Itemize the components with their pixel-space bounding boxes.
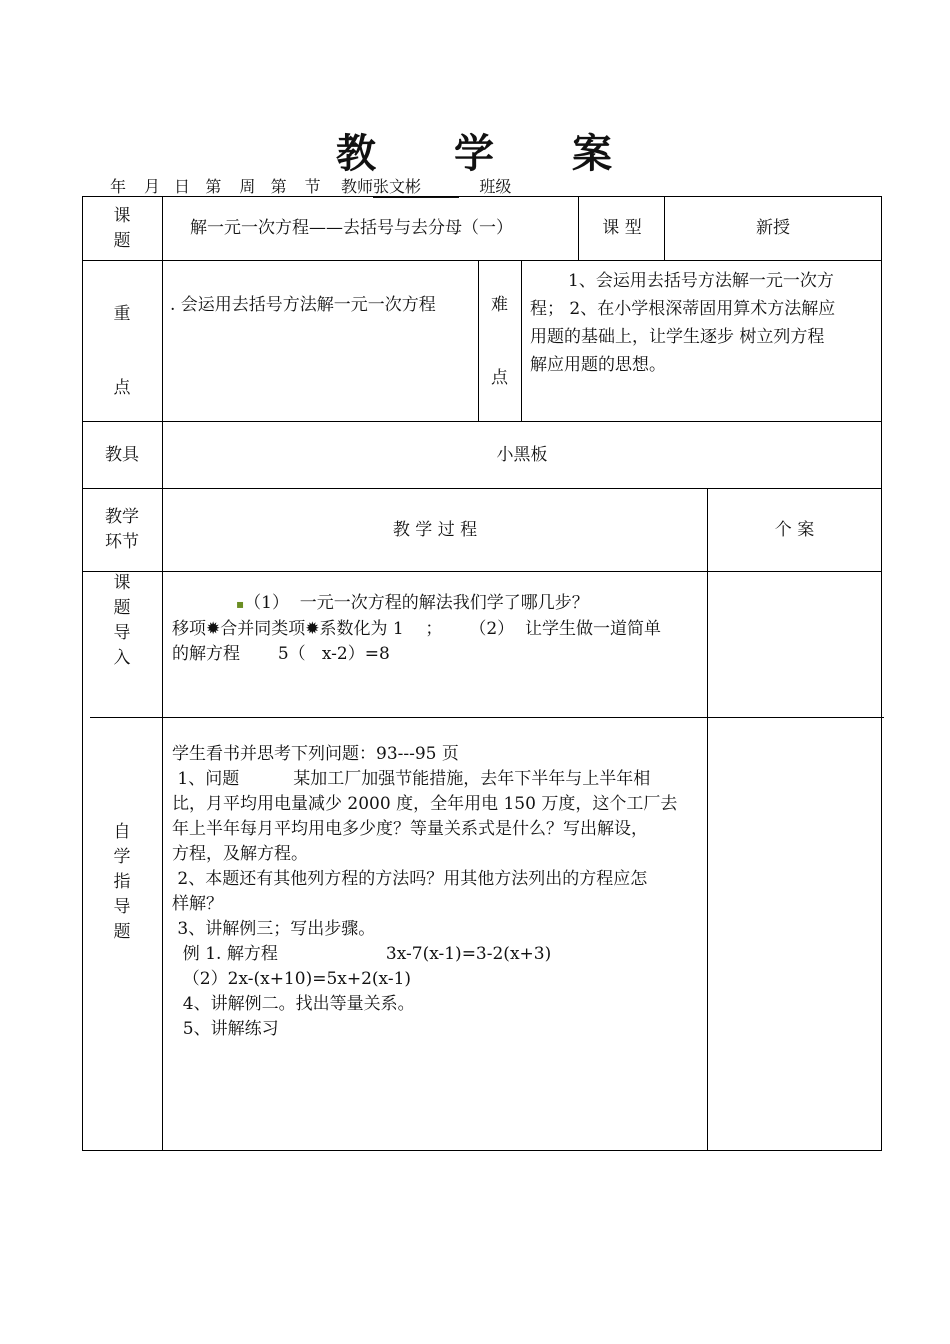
difficulty-line: 解应用题的思想。 — [530, 355, 666, 375]
intro-line: 的解方程 5（ x-2）=8 — [172, 644, 390, 664]
topic-label: 课 题 — [113, 206, 131, 251]
difficulty-line: 用题的基础上，让学生逐步 树立列方程 — [530, 327, 825, 347]
table-border-left — [82, 196, 83, 1151]
month-label: 月 — [144, 177, 161, 196]
week-suffix: 周 — [239, 177, 256, 196]
table-col-rule — [707, 488, 708, 1151]
section-blank — [287, 177, 305, 197]
table-rule — [82, 421, 882, 422]
self-study-line: 5、讲解练习 — [172, 1019, 279, 1039]
intro-line: 移项✹合并同类项✹系数化为 1 ； （2） 让学生做一道简单 — [172, 619, 661, 639]
header-info-line — [110, 174, 557, 198]
key-point-label-bottom: 点 — [113, 378, 131, 398]
table-border-top — [82, 196, 882, 197]
difficulty-label-bottom: 点 — [491, 368, 508, 388]
table-rule — [82, 571, 882, 572]
self-study-content — [172, 742, 702, 1042]
section-prefix: 第 — [270, 177, 287, 196]
class-label: 班级 — [479, 177, 512, 196]
title-char-1: 教 — [336, 130, 378, 177]
self-study-line: （2）2x-(x+10)=5x+2(x-1) — [172, 969, 412, 989]
title-char-2: 学 — [454, 130, 496, 177]
lesson-type-value: 新授 — [756, 218, 790, 238]
page-title — [0, 122, 950, 179]
self-study-line: 样解？ — [172, 894, 223, 914]
teaching-tools-label: 教具 — [105, 445, 139, 465]
table-col-rule — [162, 196, 163, 1151]
teaching-tools-value: 小黑板 — [496, 445, 548, 465]
self-study-line: 学生看书并思考下列问题：93---95 页 — [172, 744, 459, 764]
table-col-rule — [478, 260, 479, 422]
topic-value: 解一元一次方程——去括号与去分母（一） — [190, 218, 513, 238]
month-blank — [126, 177, 144, 197]
self-study-line: 2、本题还有其他列方程的方法吗？用其他方法列出的方程应怎 — [172, 869, 648, 889]
table-border-bottom — [82, 1150, 882, 1151]
table-border-right — [881, 196, 882, 1151]
individual-case-header: 个 案 — [774, 520, 815, 540]
intro-label: 课 题 导 入 — [113, 573, 131, 668]
class-blank — [511, 177, 557, 197]
difficulty-line: 1、会运用去括号方法解一元一次方 — [568, 271, 834, 291]
table-rule — [82, 260, 882, 261]
self-study-line: 4、讲解例二。找出等量关系。 — [172, 994, 415, 1014]
key-point-label-top: 重 — [113, 304, 131, 324]
year-label: 年 — [110, 177, 127, 196]
table-col-rule — [521, 260, 522, 422]
intro-line-text: （1） 一元一次方程的解法我们学了哪几步？ — [244, 593, 589, 613]
teacher-label: 教师 — [340, 177, 373, 196]
title-char-3: 案 — [572, 130, 614, 177]
self-study-line: 1、问题 某加工厂加强节能措施，去年下半年与上半年相 — [172, 769, 651, 789]
table-rule — [90, 717, 884, 718]
self-study-line: 年上半年每月平均用电多少度？等量关系式是什么？写出解设， — [172, 819, 648, 839]
day-blank — [160, 177, 174, 197]
intro-line — [172, 591, 702, 617]
key-point-text: . 会运用去括号方法解一元一次方程 — [170, 295, 436, 315]
week-blank — [221, 177, 239, 197]
self-study-line: 比，月平均用电量减少 2000 度，全年用电 150 万度，这个工厂去 — [172, 794, 678, 814]
week-prefix: 第 — [205, 177, 222, 196]
teaching-stage-label: 教学 环节 — [105, 507, 139, 552]
day-label: 日 — [174, 177, 191, 196]
section-suffix: 节 — [304, 177, 321, 196]
self-study-line: 例 1. 解方程 3x-7(x-1)=3-2(x+3) — [172, 944, 552, 964]
lesson-type-label: 课 型 — [602, 218, 642, 238]
difficulty-label-top: 难 — [491, 295, 508, 315]
intro-content — [172, 591, 702, 667]
difficulty-line: 程； 2、在小学根深蒂固用算术方法解应 — [530, 299, 836, 319]
teacher-name: 张文彬 — [373, 174, 459, 198]
table-rule — [82, 488, 882, 489]
marker-dot-icon: ▪ — [236, 597, 245, 611]
self-study-line: 方程，及解方程。 — [172, 844, 308, 864]
self-study-label: 自 学 指 导 题 — [113, 822, 131, 942]
difficulty-text — [530, 267, 880, 379]
self-study-line: 3、讲解例三；写出步骤。 — [172, 919, 376, 939]
teaching-process-header: 教 学 过 程 — [392, 520, 478, 540]
